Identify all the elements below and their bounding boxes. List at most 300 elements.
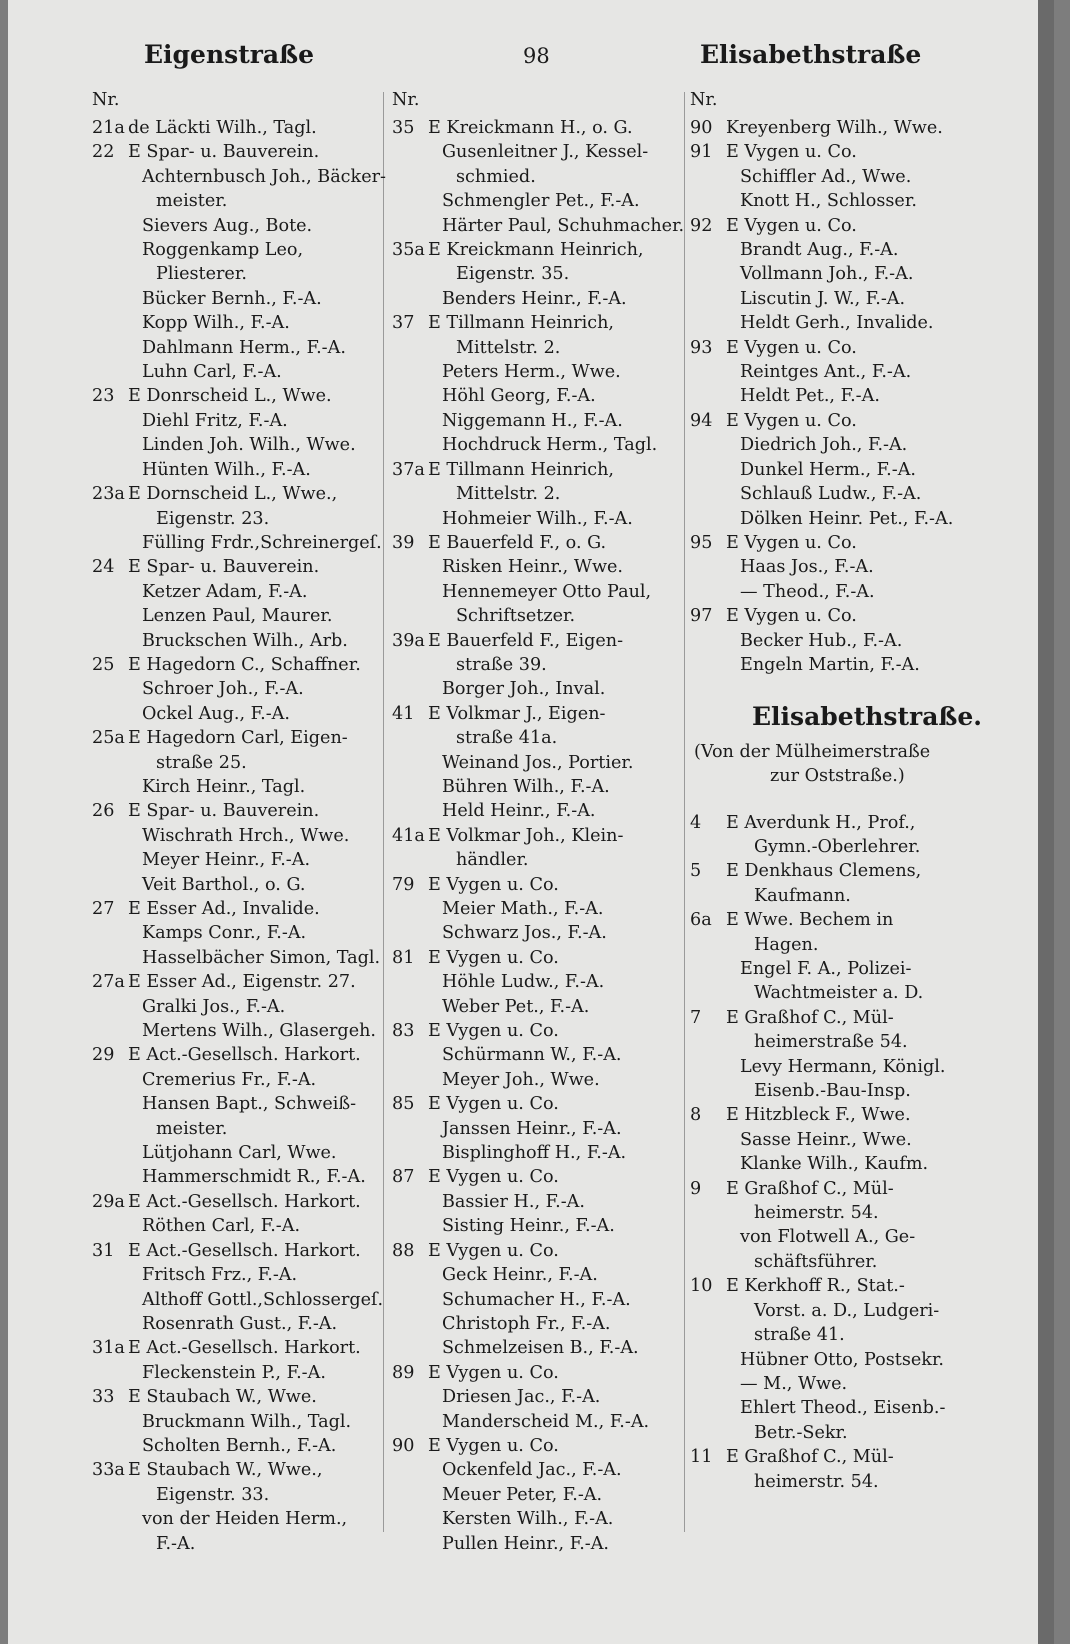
resident-line [392,799,692,823]
entry-text: E Staubach W., Wwe., [128,1460,323,1481]
resident-line [392,677,692,701]
header-right-street: Elisabethstraße [700,40,922,69]
resident-line [392,1043,692,1067]
house-entry [392,116,692,140]
resident-line [690,1396,1008,1420]
resident-line [690,458,1008,482]
entry-text: Weinand Jos., Portier. [442,752,634,773]
house-number: 26 [92,801,115,822]
entry-text: Hünten Wilh., F.-A. [142,459,311,480]
house-number: 4 [690,812,702,833]
entry-text: E Vygen u. Co. [428,1362,559,1383]
resident-line [392,165,692,189]
house-number: 29 [92,1045,115,1066]
entry-text: Manderscheid M., F.-A. [442,1411,650,1432]
entry-text: Kersten Wilh., F.-A. [442,1509,614,1530]
entry-text: E Kerkhoff R., Stat.- [726,1276,905,1297]
entry-text: heimerstraße 54. [754,1032,908,1053]
entry-text: E Vygen u. Co. [726,606,857,627]
house-number: 33 [92,1387,115,1408]
house-number: 7 [690,1007,702,1028]
house-number: 24 [92,557,115,578]
resident-line [392,580,692,604]
entry-text: E Vygen u. Co. [428,874,559,895]
entry-text: Gralki Jos., F.-A. [142,996,286,1017]
resident-line [92,360,392,384]
resident-line [690,1250,1008,1274]
resident-line [92,580,392,604]
entry-text: Eigenstr. 23. [156,508,270,529]
page-edge [1038,0,1054,1644]
house-entry [690,1445,1008,1469]
entry-text: Sievers Aug., Bote. [142,215,313,236]
resident-line [690,1372,1008,1396]
house-entry [392,1361,692,1385]
entry-text: E Vygen u. Co. [726,215,857,236]
entry-text: Gusenleitner J., Kessel- [442,142,649,163]
entry-text: Schumacher H., F.-A. [442,1289,631,1310]
column-label: Nr. [690,90,718,110]
resident-line [690,1055,1008,1079]
entry-text: Heldt Gerh., Invalide. [740,313,934,334]
entry-text: Bühren Wilh., F.-A. [442,776,610,797]
resident-line [392,262,692,286]
house-number: 89 [392,1362,415,1383]
entry-text: Hansen Bapt., Schweiß- [142,1094,357,1115]
resident-line [92,311,392,335]
entry-text: Risken Heinr., Wwe. [442,557,624,578]
entry-text: Niggemann H., F.-A. [442,410,623,431]
resident-line [690,507,1008,531]
entry-text: Wischrath Hrch., Wwe. [142,825,350,846]
entry-text: händler. [456,850,529,871]
resident-line [92,1434,392,1458]
entry-text: Kaufmann. [754,885,851,906]
house-entry [690,1274,1008,1298]
resident-line [690,1470,1008,1494]
entry-text: straße 39. [456,654,547,675]
house-number: 90 [392,1435,415,1456]
house-entry [392,311,692,335]
house-entry [690,531,1008,555]
house-number: 95 [690,532,713,553]
directory-page [8,0,1054,1644]
house-number: 22 [92,142,115,163]
house-number: 33a [92,1460,125,1481]
entry-text: Hammerschmidt R., F.-A. [142,1167,366,1188]
entry-text: straße 41a. [456,728,558,749]
entry-text: E Vygen u. Co. [428,1435,559,1456]
entry-text: Bücker Bernh., F.-A. [142,288,322,309]
entry-text: Pullen Heinr., F.-A. [442,1533,610,1554]
entry-text: Hübner Otto, Postsekr. [740,1349,945,1370]
resident-line [92,1141,392,1165]
entry-text: F.-A. [156,1533,196,1554]
house-number: 94 [690,410,713,431]
entry-text: Heldt Pet., F.-A. [740,386,880,407]
entry-text: Driesen Jac., F.-A. [442,1387,601,1408]
house-entry [92,1385,392,1409]
house-number: 81 [392,947,415,968]
entry-text: Meyer Heinr., F.-A. [142,850,311,871]
entry-text: heimerstr. 54. [754,1471,879,1492]
entry-text: Kirch Heinr., Tagl. [142,776,306,797]
house-number: 6a [690,910,712,931]
resident-line [392,970,692,994]
resident-line [392,726,692,750]
resident-line [392,1312,692,1336]
entry-text: E Spar- u. Bauverein. [128,142,320,163]
resident-line [92,1532,392,1556]
entry-text: Eisenb.-Bau-Insp. [754,1081,911,1102]
entry-text: E Volkmar J., Eigen- [428,703,606,724]
entry-text: E Spar- u. Bauverein. [128,557,320,578]
house-number: 83 [392,1021,415,1042]
resident-line [392,1214,692,1238]
entry-text: Eigenstr. 35. [456,264,570,285]
entry-text: E Vygen u. Co. [726,142,857,163]
house-entry [92,1239,392,1263]
resident-line [92,702,392,726]
entry-text: Härter Paul, Schuhmacher. [442,215,685,236]
resident-line [690,629,1008,653]
entry-text: E Hagedorn Carl, Eigen- [128,728,348,749]
house-number: 88 [392,1240,415,1261]
house-entry [392,629,692,653]
resident-line [392,384,692,408]
resident-line [92,824,392,848]
entry-text: E Denkhaus Clemens, [726,861,922,882]
resident-line [392,775,692,799]
entry-text: Engel F. A., Polizei- [740,959,912,979]
house-number: 39 [392,532,415,553]
house-entry [92,799,392,823]
entry-text: E Spar- u. Bauverein. [128,801,320,822]
resident-line [92,1483,392,1507]
house-number: 39a [392,630,425,651]
entry-text: Fülling Frdr.,Schreinergeſ. [142,532,382,553]
resident-line [690,1128,1008,1152]
column-1 [92,88,392,1556]
house-number: 21a [92,118,125,138]
resident-line [92,531,392,555]
house-entry [92,653,392,677]
entry-text: Althoff Gottl.,Schlossergeſ. [142,1289,384,1310]
house-entry [92,1043,392,1067]
house-number: 87 [392,1167,415,1188]
resident-line [392,336,692,360]
resident-line [690,311,1008,335]
house-number: 11 [690,1447,713,1468]
house-entry [690,409,1008,433]
entry-text: — M., Wwe. [740,1373,848,1394]
house-number: 41 [392,703,415,724]
house-number: 23a [92,484,125,505]
entry-text: Held Heinr., F.-A. [442,801,596,822]
resident-line [690,360,1008,384]
resident-line [392,287,692,311]
entry-text: straße 25. [156,752,247,773]
resident-line [92,1214,392,1238]
entry-text: Diehl Fritz, F.-A. [142,410,288,431]
entry-text: Hohmeier Wilh., F.-A. [442,508,633,529]
resident-line [690,384,1008,408]
house-number: 8 [690,1105,702,1126]
resident-line [92,921,392,945]
entry-text: Lütjohann Carl, Wwe. [142,1143,337,1164]
resident-line [690,482,1008,506]
resident-line [690,189,1008,213]
entry-text: Roggenkamp Leo, [142,240,304,261]
house-number: 31a [92,1338,125,1359]
entry-text: Hasselbächer Simon, Tagl. [142,947,381,968]
entry-text: Pliesterer. [156,264,247,285]
entry-text: Betr.-Sekr. [754,1422,848,1443]
resident-line [92,458,392,482]
entry-text: Ockenfeld Jac., F.-A. [442,1460,622,1481]
resident-line [392,848,692,872]
entry-text: E Hagedorn C., Schaffner. [128,654,361,675]
house-entry [690,1177,1008,1201]
house-number: 23 [92,386,115,407]
resident-line [92,775,392,799]
entry-text: E Vygen u. Co. [428,1167,559,1188]
house-entry [392,1434,692,1458]
resident-line [392,897,692,921]
resident-line [690,433,1008,457]
entry-text: Wachtmeister a. D. [754,983,924,1004]
entry-text: E Staubach W., Wwe. [128,1387,317,1408]
house-number: 29a [92,1191,125,1212]
entry-text: Haas Jos., F.-A. [740,557,874,578]
resident-line [92,1019,392,1043]
resident-line [392,1483,692,1507]
entry-text: E Graßhof C., Mül- [726,1447,894,1468]
resident-line [690,1030,1008,1054]
resident-line [392,1507,692,1531]
resident-line [92,165,392,189]
resident-line [92,1263,392,1287]
entry-text: Höhl Georg, F.-A. [442,386,596,407]
entry-text: Diedrich Joh., F.-A. [740,435,908,456]
house-number: 25 [92,654,115,675]
house-entry [92,1458,392,1482]
resident-line [392,751,692,775]
entry-text: Reintges Ant., F.-A. [740,362,912,383]
entry-text: Meier Math., F.-A. [442,899,604,919]
house-entry [690,811,1008,835]
entry-text: Geck Heinr., F.-A. [442,1265,598,1286]
house-entry [92,116,392,140]
house-entry [392,1239,692,1263]
house-entry [690,908,1008,932]
house-entry [392,531,692,555]
house-number: 35 [392,118,415,138]
entry-text: Röthen Carl, F.-A. [142,1216,301,1237]
resident-line [92,629,392,653]
entry-text: Schroer Joh., F.-A. [142,679,304,700]
resident-line [392,921,692,945]
resident-line [92,848,392,872]
resident-line [92,433,392,457]
resident-line [690,933,1008,957]
entry-text: Schriftsetzer. [456,606,576,627]
entry-text: Liscutin J. W., F.-A. [740,288,906,309]
entry-text: Mittelstr. 2. [456,484,561,505]
entry-text: E Vygen u. Co. [726,532,857,553]
resident-line [92,946,392,970]
entry-text: Bruckschen Wilh., Arb. [142,630,348,651]
house-number: 93 [690,337,713,358]
resident-line [392,1410,692,1434]
entry-text: E Act.-Gesellsch. Harkort. [128,1240,361,1261]
entry-text: E Graßhof C., Mül- [726,1178,894,1199]
entry-text: Klanke Wilh., Kaufm. [740,1154,929,1175]
house-number: 25a [92,728,125,749]
resident-line [392,1068,692,1092]
resident-line [690,957,1008,981]
entry-text: Mertens Wilh., Glasergeh. [142,1021,377,1042]
entry-text: E Volkmar Joh., Klein- [428,825,624,846]
entry-text: Bisplinghoff H., F.-A. [442,1143,627,1164]
entry-text: Meyer Joh., Wwe. [442,1069,600,1090]
entry-text: Fritsch Frz., F.-A. [142,1265,298,1286]
entry-text: Eigenstr. 33. [156,1484,270,1505]
resident-line [690,238,1008,262]
resident-line [92,1092,392,1116]
entry-text: E Vygen u. Co. [428,947,559,968]
resident-line [92,507,392,531]
resident-line [690,262,1008,286]
resident-line [392,1288,692,1312]
entry-text: Vorst. a. D., Ludgeri- [754,1300,940,1321]
resident-line [392,189,692,213]
house-entry [392,873,692,897]
resident-line [392,482,692,506]
entry-text: E Donrscheid L., Wwe. [128,386,332,407]
house-number: 27a [92,972,125,993]
house-number: 10 [690,1276,713,1297]
resident-line [690,1201,1008,1225]
entry-text: Peters Herm., Wwe. [442,362,621,383]
resident-line [690,1225,1008,1249]
resident-line [392,555,692,579]
entry-text: Sasse Heinr., Wwe. [740,1129,912,1150]
entry-text: E Act.-Gesellsch. Harkort. [128,1338,361,1359]
resident-line [92,287,392,311]
entry-text: E Tillmann Heinrich, [428,313,615,334]
house-entry [92,555,392,579]
resident-line [392,433,692,457]
house-entry [392,1165,692,1189]
page-header [8,40,1008,80]
resident-line [690,287,1008,311]
entry-text: Hennemeyer Otto Paul, [442,581,652,602]
entry-text: E Esser Ad., Invalide. [128,899,320,919]
entry-text: Janssen Heinr., F.-A. [442,1118,622,1139]
resident-line [690,580,1008,604]
entry-text: E Kreickmann Heinrich, [428,240,644,261]
house-entry [92,384,392,408]
house-entry [690,116,1008,140]
resident-line [392,653,692,677]
entry-text: E Graßhof C., Mül- [726,1007,894,1028]
section-heading-elisabethstrasse: Elisabethstraße. [751,702,983,732]
column-label: Nr. [92,90,120,110]
entry-text: Ockel Aug., F.-A. [142,703,290,724]
resident-line [690,835,1008,859]
house-entry [392,238,692,262]
entry-text: Meuer Peter, F.-A. [442,1484,603,1505]
resident-line [92,336,392,360]
entry-text: Dunkel Herm., F.-A. [740,459,916,480]
house-entry [690,604,1008,628]
entry-text: — Theod., F.-A. [740,581,875,602]
entry-text: Höhle Ludw., F.-A. [442,972,605,993]
entry-text: E Bauerfeld F., Eigen- [428,630,624,651]
entry-text: Schürmann W., F.-A. [442,1045,622,1066]
entry-text: Levy Hermann, Königl. [740,1056,946,1077]
entry-text: Kreyenberg Wilh., Wwe. [726,118,943,138]
entry-text: Veit Barthol., o. G. [142,874,306,895]
resident-line [392,409,692,433]
entry-text: Knott H., Schlosser. [740,191,917,212]
entry-text: Schiffler Ad., Wwe. [740,166,912,187]
house-entry [92,970,392,994]
resident-line [392,214,692,238]
house-entry [392,946,692,970]
entry-text: Mittelstr. 2. [456,337,561,358]
house-entry [690,1103,1008,1127]
resident-line [92,1288,392,1312]
entry-text: Hochdruck Herm., Tagl. [442,435,658,456]
entry-text: Bassier H., F.-A. [442,1191,585,1212]
house-entry [392,1092,692,1116]
entry-text: Becker Hub., F.-A. [740,630,903,651]
entry-text: heimerstr. 54. [754,1203,879,1224]
entry-text: meister. [156,191,228,212]
resident-line [92,1410,392,1434]
resident-line [92,214,392,238]
header-left-street: Eigenstraße [144,40,315,69]
resident-line [92,262,392,286]
house-number: 27 [92,899,115,919]
resident-line [92,1507,392,1531]
house-number: 5 [690,861,702,882]
entry-text: Luhn Carl, F.-A. [142,362,282,383]
page-number: 98 [523,44,550,68]
house-number: 31 [92,1240,115,1261]
house-entry [690,140,1008,164]
entry-text: E Vygen u. Co. [428,1021,559,1042]
entry-text: Schwarz Jos., F.-A. [442,923,607,944]
entry-text: Lenzen Paul, Maurer. [142,606,333,627]
entry-text: straße 41. [754,1325,845,1346]
house-number: 91 [690,142,713,163]
resident-line [392,360,692,384]
house-entry [92,726,392,750]
entry-text: E Kreickmann H., o. G. [428,118,633,138]
resident-line [392,507,692,531]
house-number: 37 [392,313,415,334]
resident-line [392,140,692,164]
house-entry [392,702,692,726]
resident-line [392,1458,692,1482]
entry-text: Hagen. [754,934,819,955]
house-entry [92,1190,392,1214]
resident-line [690,1152,1008,1176]
entry-text: Schlauß Ludw., F.-A. [740,484,922,505]
